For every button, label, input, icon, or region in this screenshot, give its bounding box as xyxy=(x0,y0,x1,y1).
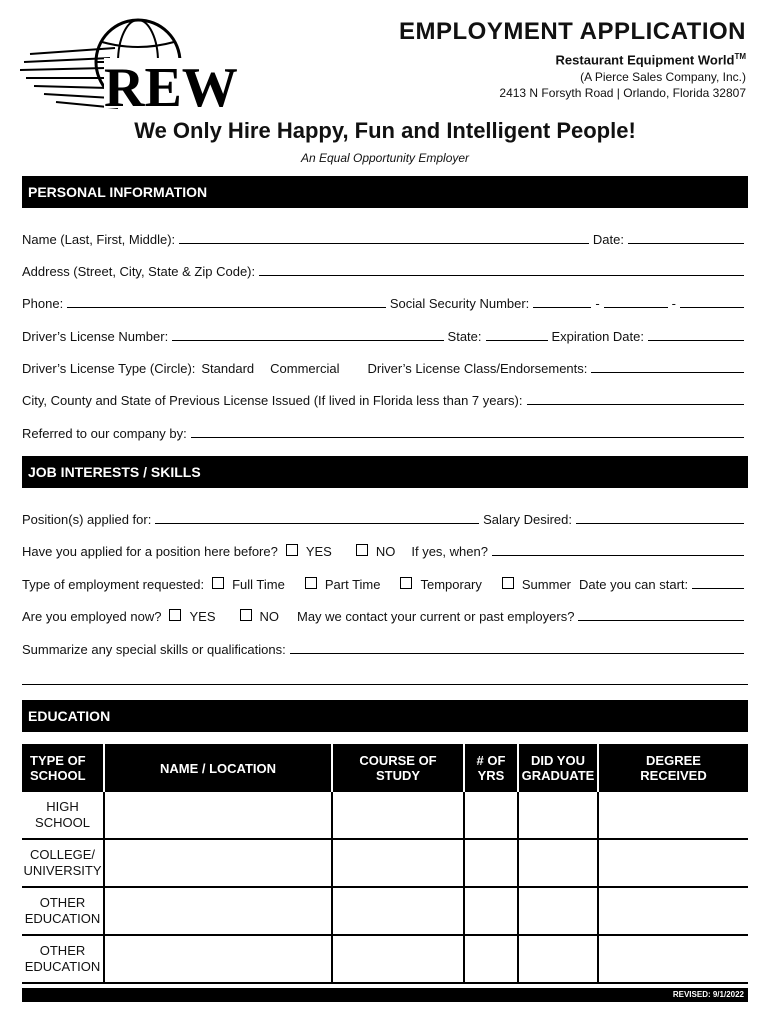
start-date-label: Date you can start: xyxy=(579,577,689,592)
ssn-part2-field[interactable] xyxy=(604,307,668,308)
col-type-of-school-label: TYPE OF SCHOOL xyxy=(30,753,86,783)
address-field[interactable] xyxy=(259,275,744,276)
cell-course[interactable] xyxy=(332,839,464,887)
prev-license-field[interactable] xyxy=(527,404,745,405)
equal-opportunity-note: An Equal Opportunity Employer xyxy=(300,151,470,165)
temporary-label: Temporary xyxy=(420,577,482,592)
section-education: EDUCATION xyxy=(22,700,748,732)
cell-degree[interactable] xyxy=(598,792,748,839)
row-skills-continued xyxy=(22,670,748,688)
cell-graduate[interactable] xyxy=(518,839,598,887)
col-degree-label: DEGREE RECEIVED xyxy=(640,753,707,783)
section-personal-information: PERSONAL INFORMATION xyxy=(22,176,748,208)
cell-years[interactable] xyxy=(464,887,518,935)
cell-degree[interactable] xyxy=(598,887,748,935)
row-label-cell xyxy=(22,935,104,983)
dl-class-label: Driver’s License Class/Endorsements: xyxy=(367,361,588,376)
company-name-text: Restaurant Equipment World xyxy=(555,52,735,68)
col-years-label: # OF YRS xyxy=(476,753,506,783)
dl-type-commercial[interactable]: Commercial xyxy=(270,361,340,376)
employed-yes-checkbox[interactable] xyxy=(169,609,181,621)
cell-course[interactable] xyxy=(332,792,464,839)
ssn-label: Social Security Number: xyxy=(389,296,530,311)
employment-type-label: Type of employment requested: xyxy=(22,577,205,592)
row-label-cell xyxy=(22,792,104,839)
row-label-high-school: HIGH SCHOOL xyxy=(35,799,90,830)
cell-graduate[interactable] xyxy=(518,792,598,839)
phone-label: Phone: xyxy=(22,296,64,311)
cell-course[interactable] xyxy=(332,887,464,935)
name-field[interactable] xyxy=(179,243,589,244)
cell-years[interactable] xyxy=(464,935,518,983)
row-address xyxy=(22,261,748,279)
row-license-type xyxy=(22,358,748,376)
col-years xyxy=(464,744,518,792)
form-title: EMPLOYMENT APPLICATION xyxy=(399,18,746,45)
part-time-label: Part Time xyxy=(324,577,381,592)
summer-label: Summer xyxy=(521,577,572,592)
table-row xyxy=(22,935,748,983)
row-applied-before xyxy=(22,541,748,559)
state-label: State: xyxy=(447,329,482,344)
cell-name-location[interactable] xyxy=(104,839,332,887)
row-name-date xyxy=(22,229,748,247)
name-label: Name (Last, First, Middle): xyxy=(22,232,176,247)
row-employment-type xyxy=(22,574,748,592)
cell-degree[interactable] xyxy=(598,839,748,887)
positions-field[interactable] xyxy=(155,523,479,524)
row-phone-ssn xyxy=(22,293,748,311)
revised-footer: REVISED: 9/1/2022 xyxy=(22,988,748,1002)
full-time-label: Full Time xyxy=(232,577,285,592)
table-row xyxy=(22,839,748,887)
col-course-of-study xyxy=(332,744,464,792)
col-graduate xyxy=(518,744,598,792)
cell-graduate[interactable] xyxy=(518,935,598,983)
ssn-part3-field[interactable] xyxy=(680,307,744,308)
skills-field-line-2[interactable] xyxy=(22,684,748,685)
prev-license-label: City, County and State of Previous License Issued (If lived in Florida less than 7 years): xyxy=(22,393,523,408)
education-header-row xyxy=(22,744,748,792)
dl-type-label: Driver’s License Type (Circle): xyxy=(22,361,196,376)
col-degree xyxy=(598,744,748,792)
cell-name-location[interactable] xyxy=(104,887,332,935)
expiration-label: Expiration Date: xyxy=(551,329,644,344)
cell-name-location[interactable] xyxy=(104,792,332,839)
row-label-cell xyxy=(22,887,104,935)
cell-years[interactable] xyxy=(464,792,518,839)
positions-label: Position(s) applied for: xyxy=(22,512,152,527)
referred-label: Referred to our company by: xyxy=(22,426,187,441)
phone-field[interactable] xyxy=(67,307,386,308)
ssn-dash-2: - xyxy=(671,296,676,311)
date-label: Date: xyxy=(592,232,624,247)
employed-now-label: Are you employed now? xyxy=(22,609,162,624)
start-date-field[interactable] xyxy=(692,588,744,589)
row-skills xyxy=(22,639,748,657)
contact-employers-label: May we contact your current or past employers? xyxy=(297,609,575,624)
cell-name-location[interactable] xyxy=(104,935,332,983)
part-time-checkbox[interactable] xyxy=(305,577,317,589)
col-type-of-school xyxy=(22,744,104,792)
employed-yes-label: YES xyxy=(189,609,216,624)
svg-text:REW: REW xyxy=(104,57,238,118)
row-label-cell xyxy=(22,839,104,887)
cell-course[interactable] xyxy=(332,935,464,983)
col-course-of-study-label: COURSE OF STUDY xyxy=(359,753,437,783)
ssn-part1-field[interactable] xyxy=(533,307,591,308)
if-yes-field[interactable] xyxy=(492,555,744,556)
row-previous-license xyxy=(22,390,748,408)
if-yes-label: If yes, when? xyxy=(411,544,488,559)
dl-class-field[interactable] xyxy=(591,372,744,373)
cell-degree[interactable] xyxy=(598,935,748,983)
state-field[interactable] xyxy=(486,340,548,341)
company-name xyxy=(556,52,746,67)
salary-label: Salary Desired: xyxy=(483,512,572,527)
applied-before-label: Have you applied for a position here before? xyxy=(22,544,278,559)
row-drivers-license xyxy=(22,326,748,344)
temporary-checkbox[interactable] xyxy=(400,577,412,589)
date-field[interactable] xyxy=(628,243,744,244)
full-time-checkbox[interactable] xyxy=(212,577,224,589)
skills-field[interactable] xyxy=(290,653,744,654)
company-parent: (A Pierce Sales Company, Inc.) xyxy=(580,70,746,84)
ssn-dash-1: - xyxy=(595,296,600,311)
col-name-location-label: NAME / LOCATION xyxy=(159,760,277,776)
dl-type-standard[interactable]: Standard xyxy=(201,361,255,376)
rew-logo xyxy=(20,18,240,118)
expiration-field[interactable] xyxy=(648,340,744,341)
tagline: We Only Hire Happy, Fun and Intelligent People! xyxy=(134,118,636,143)
salary-field[interactable] xyxy=(576,523,744,524)
summer-checkbox[interactable] xyxy=(502,577,514,589)
applied-yes-label: YES xyxy=(305,544,332,559)
row-label-other-1: OTHER EDUCATION xyxy=(24,895,101,926)
company-address: 2413 N Forsyth Road | Orlando, Florida 32807 xyxy=(499,86,746,100)
referred-field[interactable] xyxy=(191,437,744,438)
cell-graduate[interactable] xyxy=(518,887,598,935)
table-row xyxy=(22,887,748,935)
employed-no-checkbox[interactable] xyxy=(240,609,252,621)
contact-employers-field[interactable] xyxy=(578,620,744,621)
dl-number-field[interactable] xyxy=(172,340,443,341)
dl-number-label: Driver’s License Number: xyxy=(22,329,169,344)
row-position-salary xyxy=(22,509,748,527)
applied-no-label: NO xyxy=(375,544,396,559)
applied-no-checkbox[interactable] xyxy=(356,544,368,556)
skills-label: Summarize any special skills or qualifications: xyxy=(22,642,286,657)
section-job-interests: JOB INTERESTS / SKILLS xyxy=(22,456,748,488)
row-employed-now xyxy=(22,606,748,624)
row-label-other-2: OTHER EDUCATION xyxy=(24,943,101,974)
col-name-location xyxy=(104,744,332,792)
applied-yes-checkbox[interactable] xyxy=(286,544,298,556)
col-graduate-label: DID YOU GRADUATE xyxy=(521,753,595,783)
trademark: TM xyxy=(734,52,746,61)
education-table xyxy=(22,744,748,984)
row-referred xyxy=(22,423,748,441)
row-label-college: COLLEGE/ UNIVERSITY xyxy=(23,847,102,878)
table-row xyxy=(22,792,748,839)
address-label: Address (Street, City, State & Zip Code): xyxy=(22,264,256,279)
cell-years[interactable] xyxy=(464,839,518,887)
employed-no-label: NO xyxy=(259,609,279,624)
